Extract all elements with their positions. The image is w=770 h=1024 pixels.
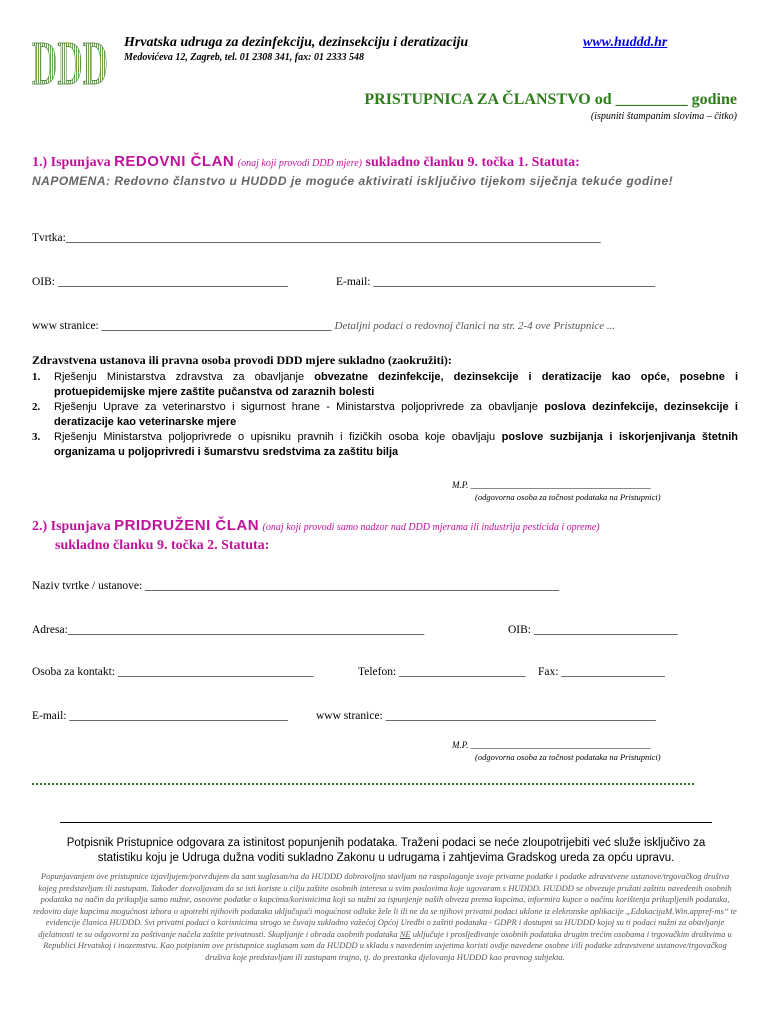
gdpr-text-ne: NE (399, 928, 411, 939)
institution-item-1[interactable] (32, 370, 738, 400)
disclaimer-main: Potpisnik Pristupnice odgovara za istinitost popunjenih podataka. Traženi podaci se neće zloupotrijebiti već služe isključivo za statistiku koju je Udruga dužna voditi sukladno Zakonu u udrugama i zahtjevima Gradskog ureda za opću upravu. (66, 837, 706, 864)
section2-member-type: PRIDRUŽENI ČLAN (114, 517, 260, 534)
logo-text: DDD (32, 30, 108, 98)
firm-field[interactable]: Tvrtka:_____________________________________________________________________________________________ (32, 232, 601, 244)
contact-person-field[interactable]: Osoba za kontakt: __________________________________ (32, 666, 314, 678)
org-address: Medovićeva 12, Zagreb, tel. 01 2308 341, fax: 01 2333 548 (124, 52, 364, 63)
section2-mp-signature[interactable]: M.P. ________________________________________ (452, 740, 651, 750)
item-text-bold: poslove suzbijanja i iskorjenjivanja štetnih organizama u poljoprivredi i šumarstvu sredstvima za zaštitu bilja (54, 431, 738, 458)
org-name: Hrvatska udruga za dezinfekciju, dezinsekciju i deratizaciju (124, 35, 469, 50)
item-text: Rješenju Ministarstva poljoprivrede o upisniku pravnih i fizičkih osoba koje obavljaju (54, 431, 496, 443)
napomena: NAPOMENA: Redovno članstvo u HUDDD je moguće aktivirati isključivo tijekom siječnja tekuće godine! (32, 174, 674, 188)
section2-prefix: 2.) Ispunjava (32, 519, 111, 534)
company-name-field[interactable]: Naziv tvrtke / ustanove: ________________________________________________________________________ (32, 580, 560, 592)
section1-prefix: 1.) Ispunjava (32, 155, 111, 170)
gdpr-disclaimer (32, 871, 738, 963)
form-subtitle: (ispuniti štampanim slovima – čitko) (590, 111, 737, 122)
section2-mp-caption: (odgovorna osoba za točnost podataka na Pristupnici) (475, 752, 661, 762)
section2-suffix: sukladno članku 9. točka 2. Statuta: (55, 538, 270, 553)
item-text: Rješenju Uprave za veterinarstvo i sigurnost hrane - Ministarstva poljoprivrede za obavljanje (54, 401, 538, 413)
section2-heading (32, 517, 738, 555)
section1-mp-signature[interactable]: M.P. ________________________________________ (452, 480, 651, 490)
section1-heading (32, 153, 580, 171)
institution-title: Zdravstvena ustanova ili pravna osoba provodi DDD mjere sukladno (zaokružiti): (32, 353, 452, 367)
section2-email-field[interactable]: E-mail: ______________________________________ (32, 710, 288, 722)
item-text-bold: poslova dezinfekcije, dezinsekcije i deratizacije kao veterinarske mjere (54, 401, 738, 428)
website-link[interactable]: www.huddd.hr (583, 35, 668, 50)
item-text-bold: obvezatne dezinfekcije, dezinsekcije i deratizacije kao opće, posebne i protuepidemijske mjere zaštite pučanstva od zaraznih bolesti (54, 371, 739, 398)
section2-oib-field[interactable]: OIB: _________________________ (508, 624, 678, 636)
fax-field[interactable]: Fax: __________________ (538, 666, 665, 678)
section1-member-type: REDOVNI ČLAN (114, 153, 235, 170)
section1-note: (onaj koji provodi DDD mjere) (237, 158, 362, 169)
gdpr-text-a: Popunjavanjem ove pristupnice izjavljujem/potvrđujem da sam suglasan/na da HUDDD dobrovoljno stavljam na raspolaganje svoje privatne podatke i podatke zdravstvene ustanove/trgovačkog društva kojeg predstavljam ili zastupam. Također dozvoljavam da se isti koriste u cilju zaštite osobnih interesa u svim poslovima koje ugovaram s HUDDD. HUDDD se obvezuje pružati zaštitu navedenih osobnih podataka na način da prikuplja samo nužne, osnovne podatke o kupcima/korisnicima koji su nužni za ispunjenje naših obveza prema kupcima, informira kupce o načinu korištenja prikupljenih podataka, redovito daje kupcima mogućnost izbora o upotrebi njihovih podataka uključujući mogućnost odluke žele li ili ne da se njihovi privatni podaci uklone iz elekronske aplikacije „EdukacijaM.Win.appref-ms“ te evidencije članica HUDDD. Svi privatni podaci o korisnicima strogo se čuvaju sukladno važećoj Općoj Uredbi o zaštiti podataka - GDPR i dostupni su HUDDD kojoj su ti podaci nužni za obavljanje djelatnosti te su odgovorni za poštivanje načela zaštite privatnosti. Skupljanje i obrada osobnih podataka (33, 871, 737, 939)
section1-mp-caption: (odgovorna osoba za točnost podataka na Pristupnici) (475, 492, 661, 502)
item-number: 3. (32, 431, 41, 443)
section1-www-input[interactable]: www stranice: ________________________________________ (32, 320, 332, 332)
form-title: PRISTUPNICA ZA ČLANSTVO od _________ godine (364, 91, 737, 108)
section1-suffix: sukladno članku 9. točka 1. Statuta: (365, 155, 580, 170)
item-number: 2. (32, 401, 41, 413)
gdpr-text-b: uključuje i prosljeđivanje osobnih podataka drugim trećim osobama i trgovačkim društvima u Republici Hrvatskoj i inozemstvu. Kao potpisnim ove pristupnice suglasam sam da HUDDD u skladu s navedenim uvjetima koristi ovdje navedene osobne i/ili podatke zdravstvene ustanove/trgovačkog društva koje predstavljam ili zastupam trajno, tj. do prestanka djelovanja HUDDD kao pravnog subjekta. (43, 928, 732, 962)
institution-item-3[interactable] (32, 430, 738, 460)
phone-field[interactable]: Telefon: ______________________ (358, 666, 526, 678)
footer-rule (60, 822, 712, 823)
item-number: 1. (32, 371, 41, 383)
section2-note: (onaj koji provodi samo nadzor nad DDD mjerama ili industrija pesticida i opreme) (262, 522, 600, 533)
section2-www-field[interactable]: www stranice: _______________________________________________ (316, 710, 656, 722)
institution-list (32, 370, 738, 460)
item-text: Rješenju Ministarstva zdravstva za obavljanje (54, 371, 305, 383)
section1-www-desc: Detaljni podaci o redovnoj članici na str. 2-4 ove Pristupnice ... (334, 320, 616, 332)
section1-www-field (32, 320, 615, 332)
huddd-logo (32, 26, 108, 98)
section1-email-field[interactable]: E-mail: _________________________________________________ (336, 276, 656, 288)
institution-item-2[interactable] (32, 400, 738, 430)
dotted-separator (32, 783, 694, 785)
section1-oib-field[interactable]: OIB: ________________________________________ (32, 276, 288, 288)
section2-address-field[interactable]: Adresa:______________________________________________________________ (32, 624, 425, 636)
